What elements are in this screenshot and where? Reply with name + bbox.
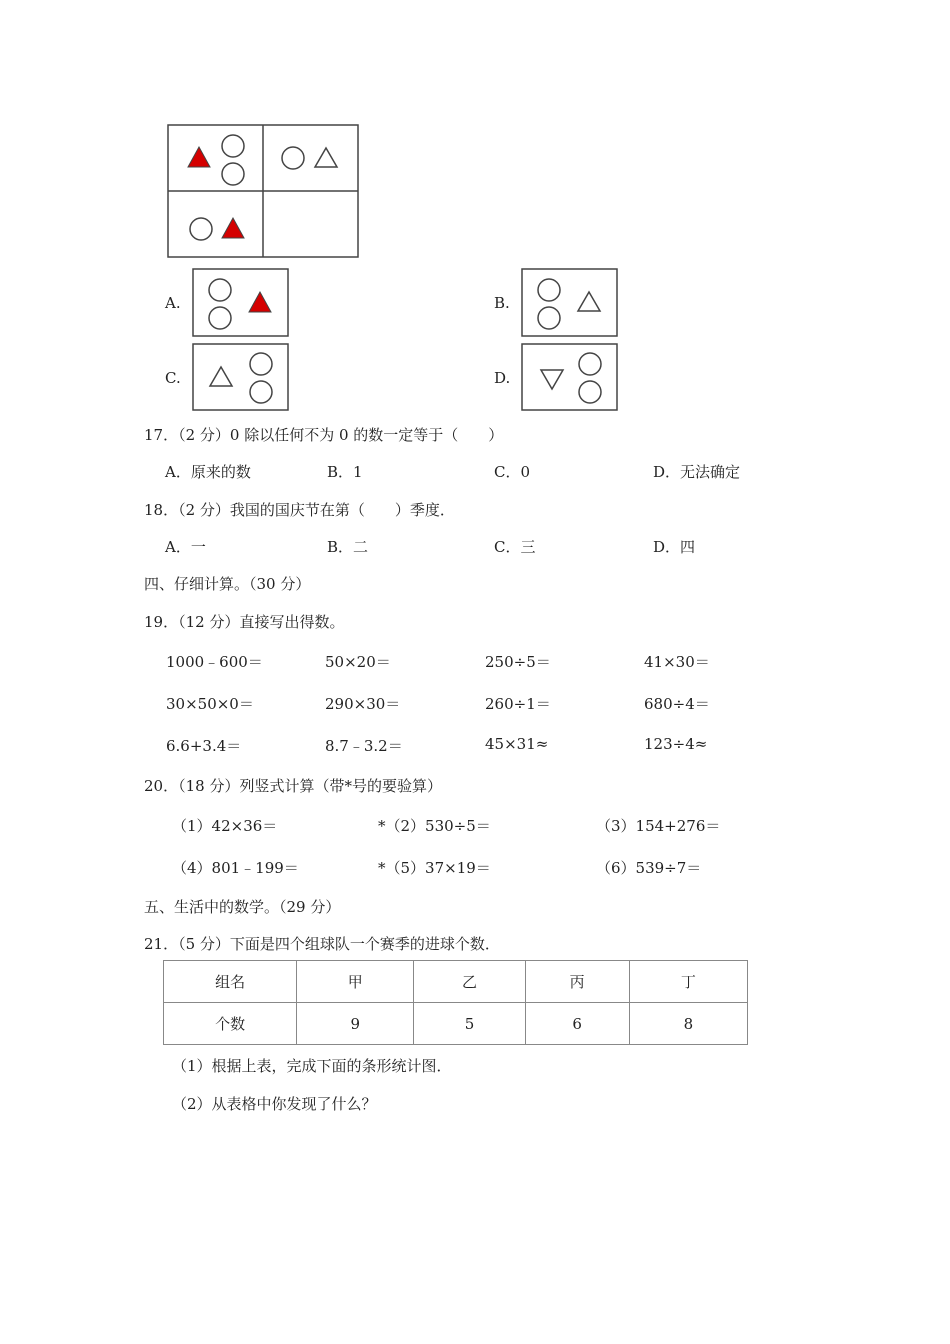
q19-item: 1000﹣600＝ [166,653,263,671]
red-triangle-icon [188,147,210,167]
q17-stem: 17．（2 分）0 除以任何不为 0 的数一定等于（ ） [144,426,504,444]
pattern-grid [168,125,358,257]
q17-option-c[interactable]: C．0 [494,463,531,481]
option-d-label: D. [494,369,511,387]
q18-option-d[interactable]: D．四 [653,538,696,556]
option-c-label: C. [165,369,181,387]
table-header-cell: 组名 [164,961,297,1003]
q20-item: （6）539÷7＝ [596,859,702,877]
q19-item: 6.6+3.4＝ [166,737,242,755]
q17-option-d[interactable]: D．无法确定 [653,463,741,481]
q20-stem: 20．（18 分）列竖式计算（带*号的要验算） [144,777,442,795]
circle-icon [209,279,231,301]
q17-option-a[interactable]: A．原来的数 [165,463,251,481]
table-cell: 个数 [164,1003,297,1045]
q17-option-b[interactable]: B．1 [327,463,363,481]
table-header-cell: 甲 [297,961,414,1003]
table-header-cell: 乙 [414,961,525,1003]
q19-item: 260÷1＝ [485,695,551,713]
q18-option-c[interactable]: C．三 [494,538,536,556]
triangle-icon [578,292,600,311]
circle-icon [209,307,231,329]
circle-icon [579,381,601,403]
q20-item: *（2）530÷5＝ [378,817,491,835]
table-row [164,961,748,1003]
q19-item: 290×30＝ [325,695,401,713]
circle-icon [538,307,560,329]
goals-table [163,960,748,1045]
q20-item: （1）42×36＝ [172,817,278,835]
q18-stem: 18．（2 分）我国的国庆节在第（ ）季度． [144,501,455,519]
q21-sub-2: （2）从表格中你发现了什么？ [172,1095,377,1113]
circle-icon [538,279,560,301]
red-triangle-icon [222,218,244,238]
triangle-icon [210,367,232,386]
q19-item: 41×30＝ [644,653,710,671]
table-header-cell: 丁 [629,961,747,1003]
table-header-cell: 丙 [525,961,629,1003]
option-d-figure[interactable] [522,344,617,410]
q20-item: （4）801﹣199＝ [172,859,299,877]
q18-option-a[interactable]: A．一 [165,538,206,556]
triangle-icon [315,148,337,167]
option-a-label: A. [165,294,181,312]
q20-item: （3）154+276＝ [596,817,721,835]
table-cell: 8 [629,1003,747,1045]
q19-item: 50×20＝ [325,653,391,671]
pattern-figure [0,0,950,420]
table-row [164,1003,748,1045]
q19-item: 8.7﹣3.2＝ [325,737,403,755]
red-triangle-icon [249,292,271,312]
circle-icon [579,353,601,375]
option-c-figure[interactable] [193,344,288,410]
table-cell: 6 [525,1003,629,1045]
q21-stem: 21．（5 分）下面是四个组球队一个赛季的进球个数． [144,935,500,953]
q19-item: 45×31≈ [485,735,549,753]
q20-item: *（5）37×19＝ [378,859,491,877]
inverted-triangle-icon [541,370,563,389]
section-5-title: 五、生活中的数学。（29 分） [144,898,341,916]
circle-icon [282,147,304,169]
q21-sub-1: （1）根据上表，完成下面的条形统计图． [172,1057,452,1075]
q19-stem: 19．（12 分）直接写出得数。 [144,613,345,631]
option-b-figure[interactable] [522,269,617,336]
circle-icon [250,381,272,403]
circle-icon [250,353,272,375]
circle-icon [190,218,212,240]
circle-icon [222,163,244,185]
q19-item: 30×50×0＝ [166,695,254,713]
circle-icon [222,135,244,157]
table-cell: 9 [297,1003,414,1045]
section-4-title: 四、仔细计算。（30 分） [144,575,311,593]
q19-item: 250÷5＝ [485,653,551,671]
table-cell: 5 [414,1003,525,1045]
q18-option-b[interactable]: B．二 [327,538,369,556]
q19-item: 123÷4≈ [644,735,708,753]
option-a-figure[interactable] [193,269,288,336]
option-b-label: B. [494,294,510,312]
q19-item: 680÷4＝ [644,695,710,713]
